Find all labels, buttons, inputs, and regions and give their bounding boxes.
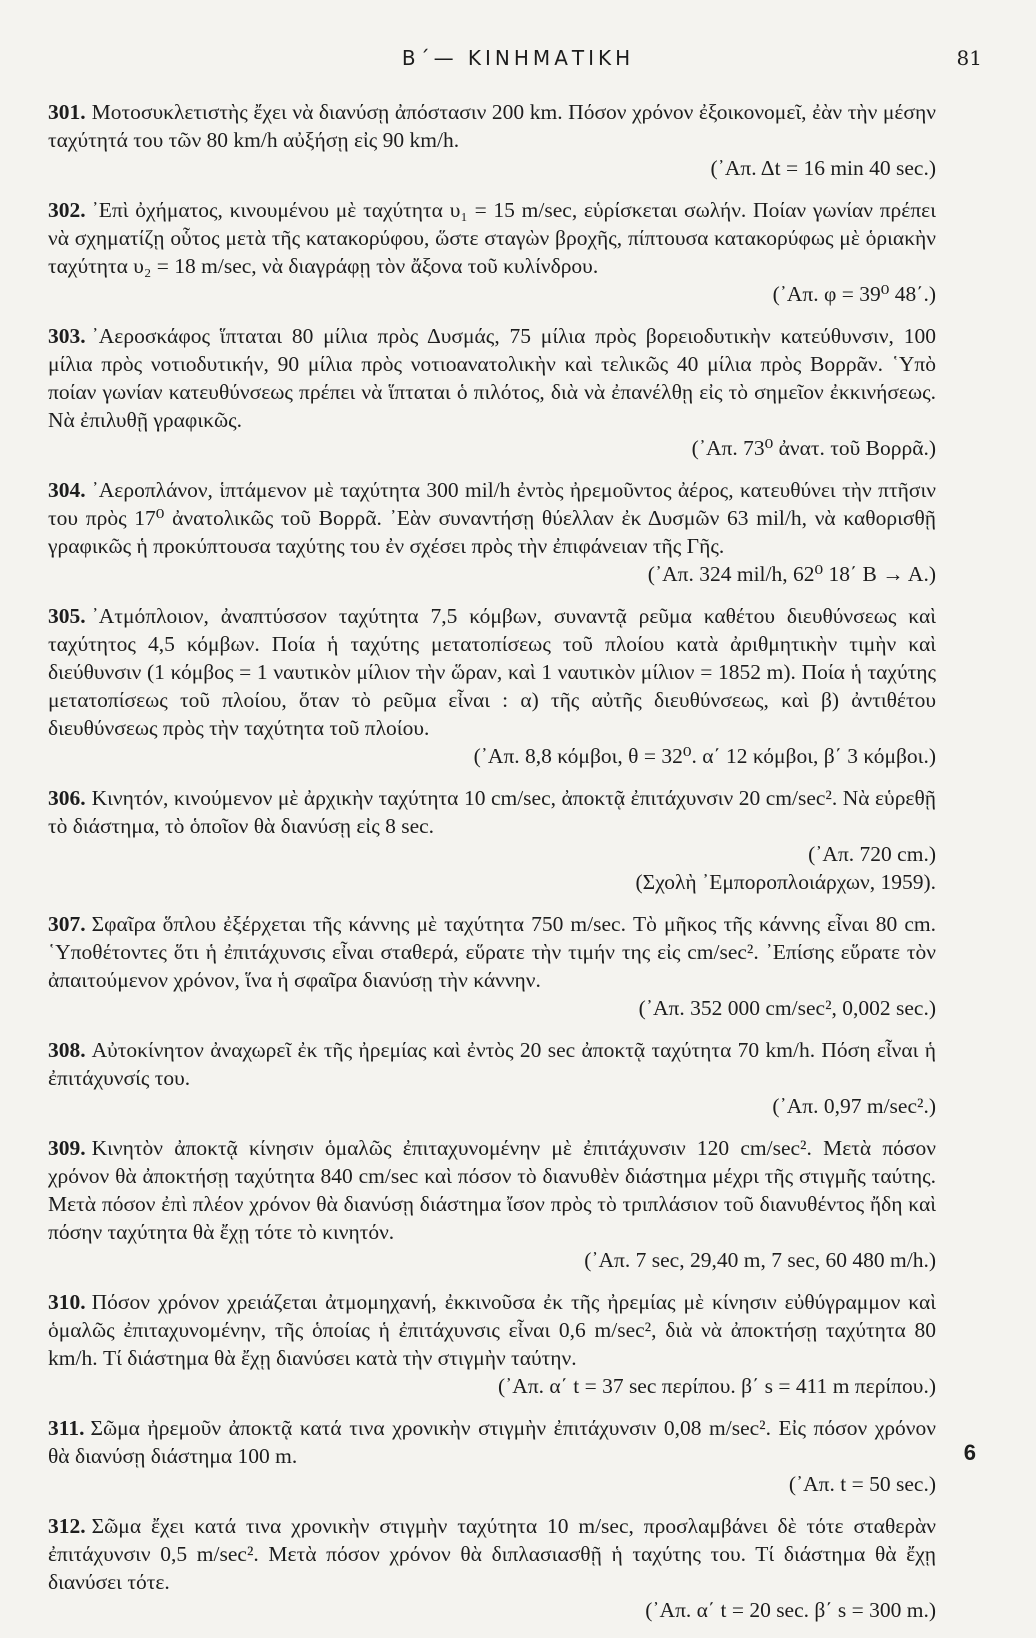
problem-306 <box>48 784 936 896</box>
problem-answer: (᾿Απ. 7 sec, 29,40 m, 7 sec, 60 480 m/h.) <box>584 1248 936 1272</box>
problem-answer: (᾿Απ. 352 000 cm/sec², 0,002 sec.) <box>638 996 936 1020</box>
problem-text: Πόσον χρόνον χρειάζεται ἀτμομηχανή, ἐκκινοῦσα ἐκ τῆς ἠρεμίας μὲ κίνησιν εὐθύγραμμον καὶ ὁμαλῶς ἐπιταχυνομένην, τῆς ὁποίας ἡ ἐπιτάχυνσις εἶναι 0,6 m/sec², διὰ νὰ ἀποκτήσῃ ταχύτητα 80 km/h. Τί διάστημα θὰ ἔχῃ διανύσει κατὰ τὴν στιγμὴν ταύτην. <box>48 1290 936 1370</box>
problem-301 <box>48 98 936 182</box>
problem-310 <box>48 1288 936 1400</box>
problem-number: 304. <box>48 478 86 502</box>
problem-302 <box>48 196 936 308</box>
problem-text: Σῶμα ἠρεμοῦν ἀποκτᾷ κατά τινα χρονικὴν στιγμὴν ἐπιτάχυνσιν 0,08 m/sec². Εἰς πόσον χρόνον θὰ διανύσῃ διάστημα 100 m. <box>48 1416 936 1468</box>
problem-number: 301. <box>48 100 86 124</box>
problem-number: 303. <box>48 324 86 348</box>
signature-mark: 6 <box>963 1440 976 1465</box>
problem-list <box>48 98 936 1638</box>
problem-answer: (᾿Απ. 324 mil/h, 62⁰ 18΄ Β → Α.) <box>647 562 936 586</box>
problem-304 <box>48 476 936 588</box>
problem-text: ᾿Αεροπλάνον, ἱπτάμενον μὲ ταχύτητα 300 mil/h ἐντὸς ἠρεμοῦντος ἀέρος, κατευθύνει τὴν πτῆσιν του πρὸς 17⁰ ἀνατολικῶς τοῦ Βορρᾶ. ᾿Εὰν συναντήσῃ θύελλαν ἐκ Δυσμῶν 63 mil/h, νὰ καθορισθῇ γραφικῶς ἡ προκύπτουσα ταχύτης του ἐν σχέσει πρὸς τὴν ἐπιφάνειαν τῆς Γῆς. <box>48 478 936 558</box>
page-header <box>50 46 986 76</box>
problem-source: (Σχολὴ ᾿Εμποροπλοιάρχων, 1959). <box>635 870 936 894</box>
problem-answer: (᾿Απ. Δt = 16 min 40 sec.) <box>710 156 936 180</box>
problem-number: 307. <box>48 912 86 936</box>
problem-answer: (᾿Απ. α΄ t = 20 sec. β΄ s = 300 m.) <box>645 1598 936 1622</box>
problem-number: 302. <box>48 198 86 222</box>
problem-text: Σφαῖρα ὅπλου ἐξέρχεται τῆς κάννης μὲ ταχύτητα 750 m/sec. Τὸ μῆκος τῆς κάννης εἶναι 80 cm. ῾Υποθέτοντες ὅτι ἡ ἐπιτάχυνσις εἶναι σταθερά, εὕρατε τὴν τιμήν της εἰς cm/sec². ᾿Επίσης εὕρατε τὸν ἀπαιτούμενον χρόνον, ἵνα ἡ σφαῖρα διανύσῃ τὴν κάννην. <box>48 912 936 992</box>
page-number: 81 <box>956 46 982 70</box>
problem-text: ᾿Επὶ ὀχήματος, κινουμένου μὲ ταχύτητα υ₁ = 15 m/sec, εὑρίσκεται σωλήν. Ποίαν γωνίαν πρέπει νὰ σχηματίζῃ οὗτος μετὰ τῆς κατακορύφου, ὥστε σταγὼν βροχῆς, πίπτουσα κατακορύφως μὲ ὁριακὴν ταχύτητα υ₂ = 18 m/sec, νὰ διαγράφῃ τὸν ἄξονα τοῦ κυλίνδρου. <box>48 198 936 278</box>
problem-number: 310. <box>48 1290 86 1314</box>
problem-number: 308. <box>48 1038 86 1062</box>
problem-number: 309. <box>48 1136 86 1160</box>
problem-answer: (᾿Απ. 0,97 m/sec².) <box>772 1094 936 1118</box>
problem-text: ᾿Ατμόπλοιον, ἀναπτύσσον ταχύτητα 7,5 κόμβων, συναντᾷ ρεῦμα καθέτου διευθύνσεως καὶ ταχύτητος 4,5 κόμβων. Ποία ἡ ταχύτης μετατοπίσεως τοῦ πλοίου κατὰ ἀριθμητικὴν τιμὴν καὶ διεύθυνσιν (1 κόμβος = 1 ναυτικὸν μίλιον τὴν ὥραν, καὶ 1 ναυτικὸν μίλιον = 1852 m). Ποία ἡ ταχύτης μετατοπίσεως τοῦ πλοίου, ὅταν τὸ ρεῦμα εἶναι : α) τῆς αὐτῆς διευθύνσεως, καὶ β) ἀντιθέτου διευθύνσεως πρὸς τὴν ταχύτητα τοῦ πλοίου. <box>48 604 936 740</box>
problem-text: ᾿Αεροσκάφος ἵπταται 80 μίλια πρὸς Δυσμάς, 75 μίλια πρὸς βορειοδυτικὴν κατεύθυνσιν, 100 μίλια πρὸς νοτιοδυτικήν, 90 μίλια πρὸς νοτιοανατολικὴν καὶ τελικῶς 40 μίλια πρὸς Βορρᾶν. ῾Υπὸ ποίαν γωνίαν κατευθύνσεως πρέπει νὰ ἵπταται ὁ πιλότος, διὰ νὰ ἐπανέλθῃ εἰς τὸ σημεῖον ἐκκινήσεως. Νὰ ἐπιλυθῇ γραφικῶς. <box>48 324 936 432</box>
problem-answer: (᾿Απ. 720 cm.) <box>808 842 936 866</box>
problem-answer: (᾿Απ. 73⁰ ἀνατ. τοῦ Βορρᾶ.) <box>691 436 936 460</box>
problem-number: 312. <box>48 1514 86 1538</box>
problem-307 <box>48 910 936 1022</box>
problem-text: Σῶμα ἔχει κατά τινα χρονικὴν στιγμὴν ταχύτητα 10 m/sec, προσλαμβάνει δὲ τότε σταθερὰν ἐπιτάχυνσιν 0,5 m/sec². Μετὰ πόσον χρόνον θὰ διπλασιασθῇ ἡ ταχύτης του. Τί διάστημα θὰ ἔχῃ διανύσει τότε. <box>48 1514 936 1594</box>
problem-number: 305. <box>48 604 86 628</box>
problem-309 <box>48 1134 936 1274</box>
problem-text: Μοτοσυκλετιστὴς ἔχει νὰ διανύσῃ ἀπόστασιν 200 km. Πόσον χρόνον ἐξοικονομεῖ, ἐὰν τὴν μέσην ταχύτητά του τῶν 80 km/h αὐξήσῃ εἰς 90 km/h. <box>48 100 936 152</box>
problem-number: 306. <box>48 786 86 810</box>
problem-answer: (᾿Απ. 8,8 κόμβοι, θ = 32⁰. α΄ 12 κόμβοι, β΄ 3 κόμβοι.) <box>473 744 936 768</box>
problem-311 <box>48 1414 936 1498</box>
problem-308 <box>48 1036 936 1120</box>
problem-312 <box>48 1512 936 1624</box>
problem-answer: (᾿Απ. t = 50 sec.) <box>788 1472 936 1496</box>
running-head: Β΄— ΚΙΝΗΜΑΤΙΚΗ <box>401 46 635 70</box>
problem-305 <box>48 602 936 770</box>
problem-answer: (᾿Απ. φ = 39⁰ 48΄.) <box>772 282 936 306</box>
problem-text: Κινητὸν ἀποκτᾷ κίνησιν ὁμαλῶς ἐπιταχυνομένην μὲ ἐπιτάχυνσιν 120 cm/sec². Μετὰ πόσον χρόνον θὰ ἀποκτήσῃ ταχύτητα 840 cm/sec καὶ πόσον τὸ διανυθὲν διάστημα μέχρι τῆς στιγμῆς ταύτης. Μετὰ πόσον ἐπὶ πλέον χρόνον θὰ διανύσῃ διάστημα ἴσον πρὸς τὸ τριπλάσιον τοῦ διανυθέντος ἤδη καὶ πόσην ταχύτητα θὰ ἔχῃ τότε τὸ κινητόν. <box>48 1136 936 1244</box>
problem-text: Αὐτοκίνητον ἀναχωρεῖ ἐκ τῆς ἠρεμίας καὶ ἐντὸς 20 sec ἀποκτᾷ ταχύτητα 70 km/h. Πόση εἶναι ἡ ἐπιτάχυνσίς του. <box>48 1038 936 1090</box>
problem-number: 311. <box>48 1416 85 1440</box>
problem-text: Κινητόν, κινούμενον μὲ ἀρχικὴν ταχύτητα 10 cm/sec, ἀποκτᾷ ἐπιτάχυνσιν 20 cm/sec². Νὰ εὑρεθῇ τὸ διάστημα, τὸ ὁποῖον θὰ διανύσῃ εἰς 8 sec. <box>48 786 936 838</box>
problem-answer: (᾿Απ. α΄ t = 37 sec περίπου. β΄ s = 411 m περίπου.) <box>497 1374 936 1398</box>
problem-303 <box>48 322 936 462</box>
